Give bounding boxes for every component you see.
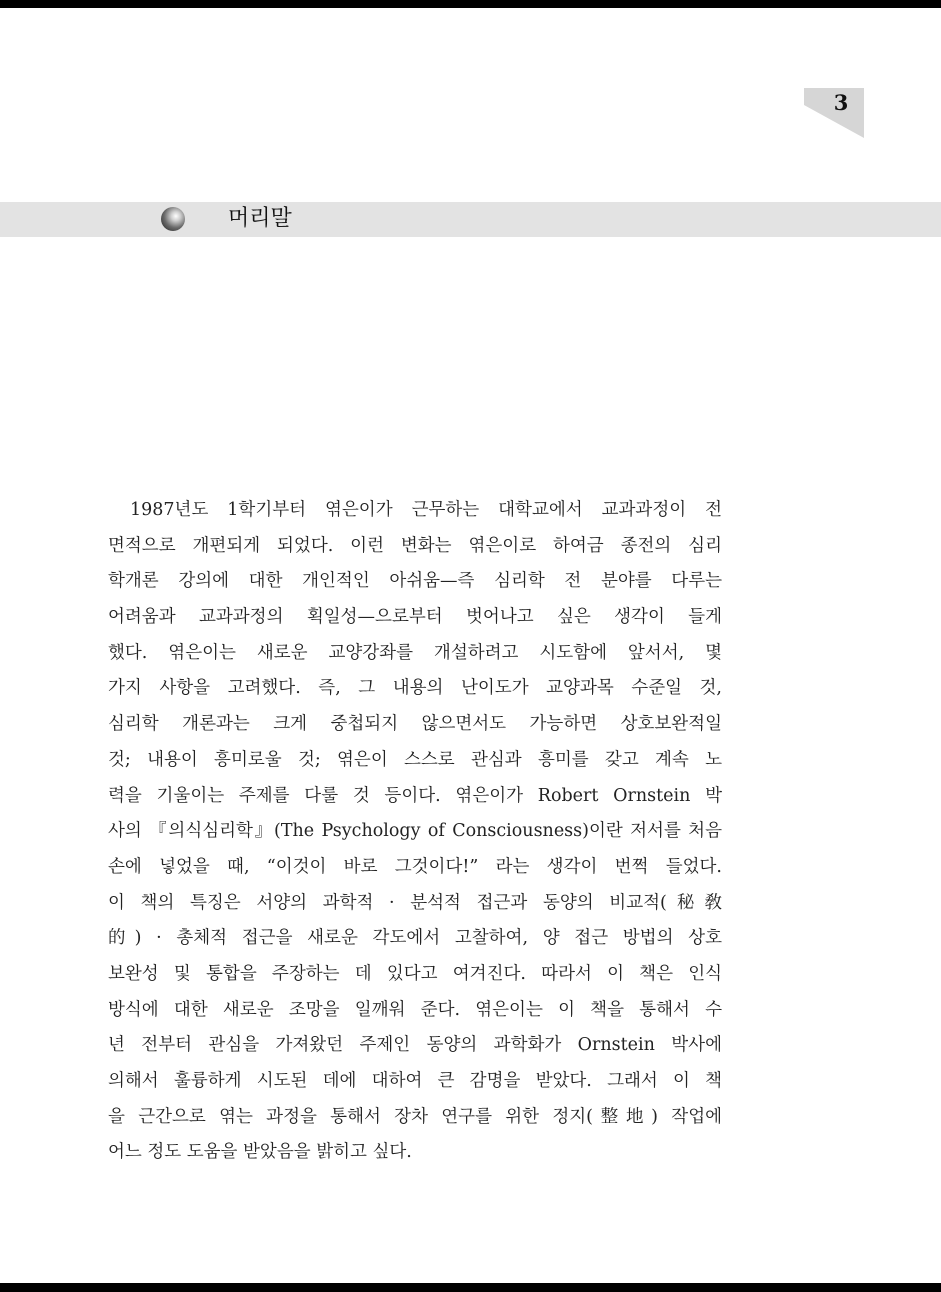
- body-line: 이 책의 특징은 서양의 과학적 · 분석적 접근과 동양의 비교적(秘敎: [108, 892, 722, 913]
- body-line: 어느 정도 도움을 받았음을 밝히고 싶다.: [108, 1142, 412, 1163]
- body-line: 력을 기울이는 주제를 다룰 것 등이다. 엮은이가 Robert Ornstein 박: [108, 785, 722, 806]
- body-line: 가지 사항을 고려했다. 즉, 그 내용의 난이도가 교양과목 수준일 것,: [108, 678, 722, 699]
- body-line: 했다. 엮은이는 새로운 교양강좌를 개설하려고 시도함에 앞서서, 몇: [108, 642, 722, 663]
- body-line: 손에 넣었을 때, “이것이 바로 그것이다!” 라는 생각이 번쩍 들었다.: [108, 856, 722, 877]
- bottom-border-bar: [0, 1283, 941, 1292]
- body-line: 을 근간으로 엮는 과정을 통해서 장차 연구를 위한 정지(整地) 작업에: [108, 1106, 722, 1127]
- bullet-sphere-icon: [161, 207, 185, 231]
- body-line: 1987년도 1학기부터 엮은이가 근무하는 대학교에서 교과과정이 전: [130, 500, 722, 520]
- body-line: 것; 내용이 흥미로울 것; 엮은이 스스로 관심과 흥미를 갖고 계속 노: [108, 749, 722, 770]
- body-line: 보완성 및 통합을 주장하는 데 있다고 여겨진다. 따라서 이 책은 인식: [108, 963, 722, 984]
- body-line: 방식에 대한 새로운 조망을 일깨워 준다. 엮은이는 이 책을 통해서 수: [108, 999, 722, 1020]
- top-border-bar: [0, 0, 941, 8]
- body-line: 的) · 총체적 접근을 새로운 각도에서 고찰하여, 양 접근 방법의 상호: [108, 928, 722, 949]
- body-line: 사의 『의식심리학』(The Psychology of Consciousness)이란 저서를 처음: [108, 821, 722, 842]
- body-line: 심리학 개론과는 크게 중첩되지 않으면서도 가능하면 상호보완적일: [108, 714, 722, 735]
- body-line: 학개론 강의에 대한 개인적인 아쉬움—즉 심리학 전 분야를 다루는: [108, 571, 722, 592]
- page-number: 3: [833, 90, 849, 115]
- chapter-heading-band: [0, 202, 941, 237]
- body-line: 면적으로 개편되게 되었다. 이런 변화는 엮은이로 하여금 종전의 심리: [108, 535, 722, 556]
- body-line: 어려움과 교과과정의 획일성—으로부터 벗어나고 싶은 생각이 들게: [108, 607, 722, 628]
- chapter-title: 머리말: [228, 206, 292, 231]
- preface-paragraph: [108, 493, 722, 1171]
- body-line: 년 전부터 관심을 가져왔던 주제인 동양의 과학화가 Ornstein 박사에: [108, 1035, 722, 1056]
- body-line: 의해서 훌륭하게 시도된 데에 대하여 큰 감명을 받았다. 그래서 이 책: [108, 1071, 722, 1091]
